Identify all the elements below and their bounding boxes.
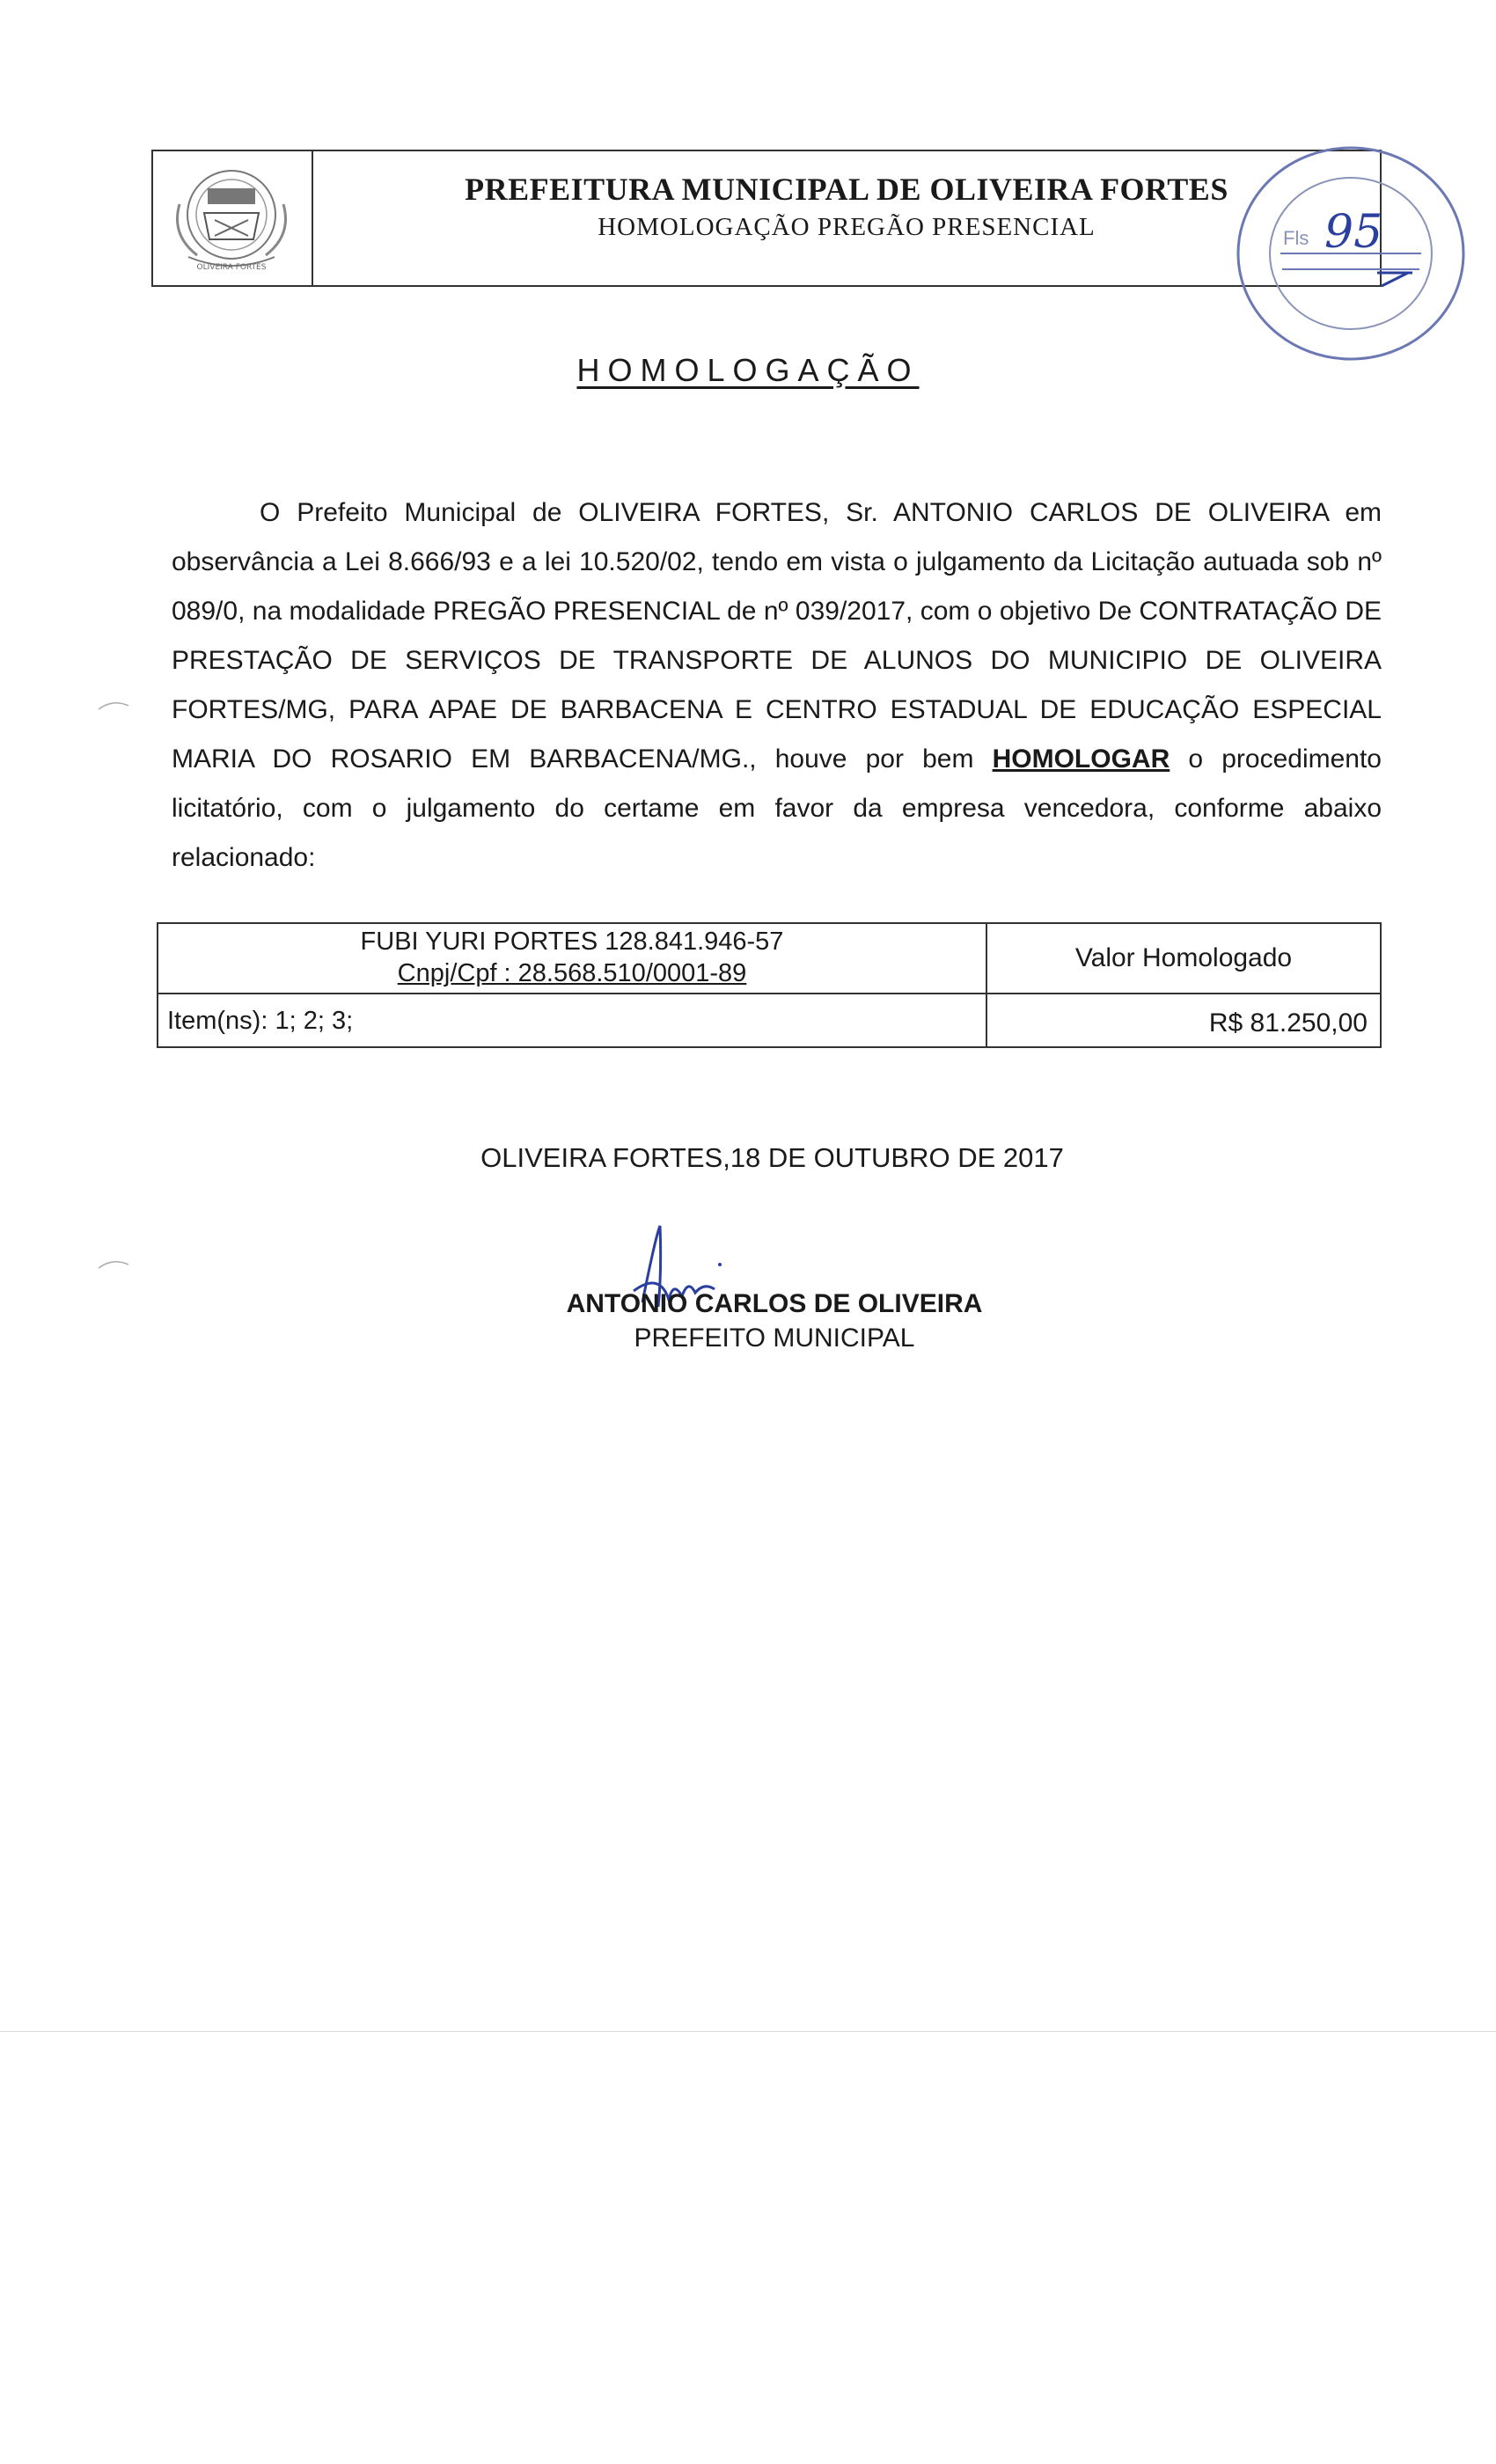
letterhead-subtitle: HOMOLOGAÇÃO PREGÃO PRESENCIAL (598, 213, 1096, 241)
result-table (157, 922, 1382, 1048)
homologar-highlight: HOMOLOGAR (992, 744, 1170, 774)
seal-text: OLIVEIRA FORTES (196, 263, 267, 272)
winner-cell (158, 924, 987, 994)
stamp-page-number: 95 (1324, 206, 1383, 259)
body-paragraph (172, 488, 1382, 883)
municipal-seal-cell (153, 151, 313, 285)
letterhead-title: PREFEITURA MUNICIPAL DE OLIVEIRA FORTES (465, 172, 1228, 207)
paragraph-text-before: O Prefeito Municipal de OLIVEIRA FORTES, Sr. ANTONIO CARLOS DE OLIVEIRA em observância a Lei 8.666/93 e a lei 10.520/02, tendo em vista o julgamento da Licitação autuada sob nº 089/0, na modalidade PREGÃO PRESENCIAL de nº 039/2017, com o objetivo De CONTRATAÇÃO DE PRESTAÇÃO DE SERVIÇOS DE TRANSPORTE DE ALUNOS DO MUNICIPIO DE OLIVEIRA FORTES/MG, PARA APAE DE BARBACENA E CENTRO ESTADUAL DE EDUCAÇÃO ESPECIAL MARIA DO ROSARIO EM BARBACENA/MG., houve por bem (172, 498, 1382, 774)
stamp-label: Fls (1283, 227, 1309, 249)
signer-role: PREFEITO MUNICIPAL (634, 1324, 915, 1353)
letterhead-box (151, 150, 1382, 287)
items-cell: Item(ns): 1; 2; 3; (158, 994, 987, 1048)
scan-mark-icon (97, 1254, 132, 1272)
date-line: OLIVEIRA FORTES,18 DE OUTUBRO DE 2017 (480, 1142, 1064, 1173)
signer-name: ANTONIO CARLOS DE OLIVEIRA (566, 1289, 983, 1318)
scan-edge-line (0, 2031, 1496, 2032)
company-cnpj: Cnpj/Cpf : 28.568.510/0001-89 (397, 959, 747, 987)
paragraph-text-after: o procedimento licitatório, com o julgamento do certame em favor da empresa vencedora, conforme abaixo relacionado: (172, 744, 1382, 872)
municipal-seal-icon (153, 151, 310, 285)
scan-mark-icon (97, 695, 132, 713)
value-header-cell: Valor Homologado (987, 924, 1380, 994)
value-cell: R$ 81.250,00 (1208, 1008, 1368, 1038)
document-title: HOMOLOGAÇÃO (576, 352, 920, 388)
company-name: FUBI YURI PORTES 128.841.946-57 (360, 928, 784, 956)
